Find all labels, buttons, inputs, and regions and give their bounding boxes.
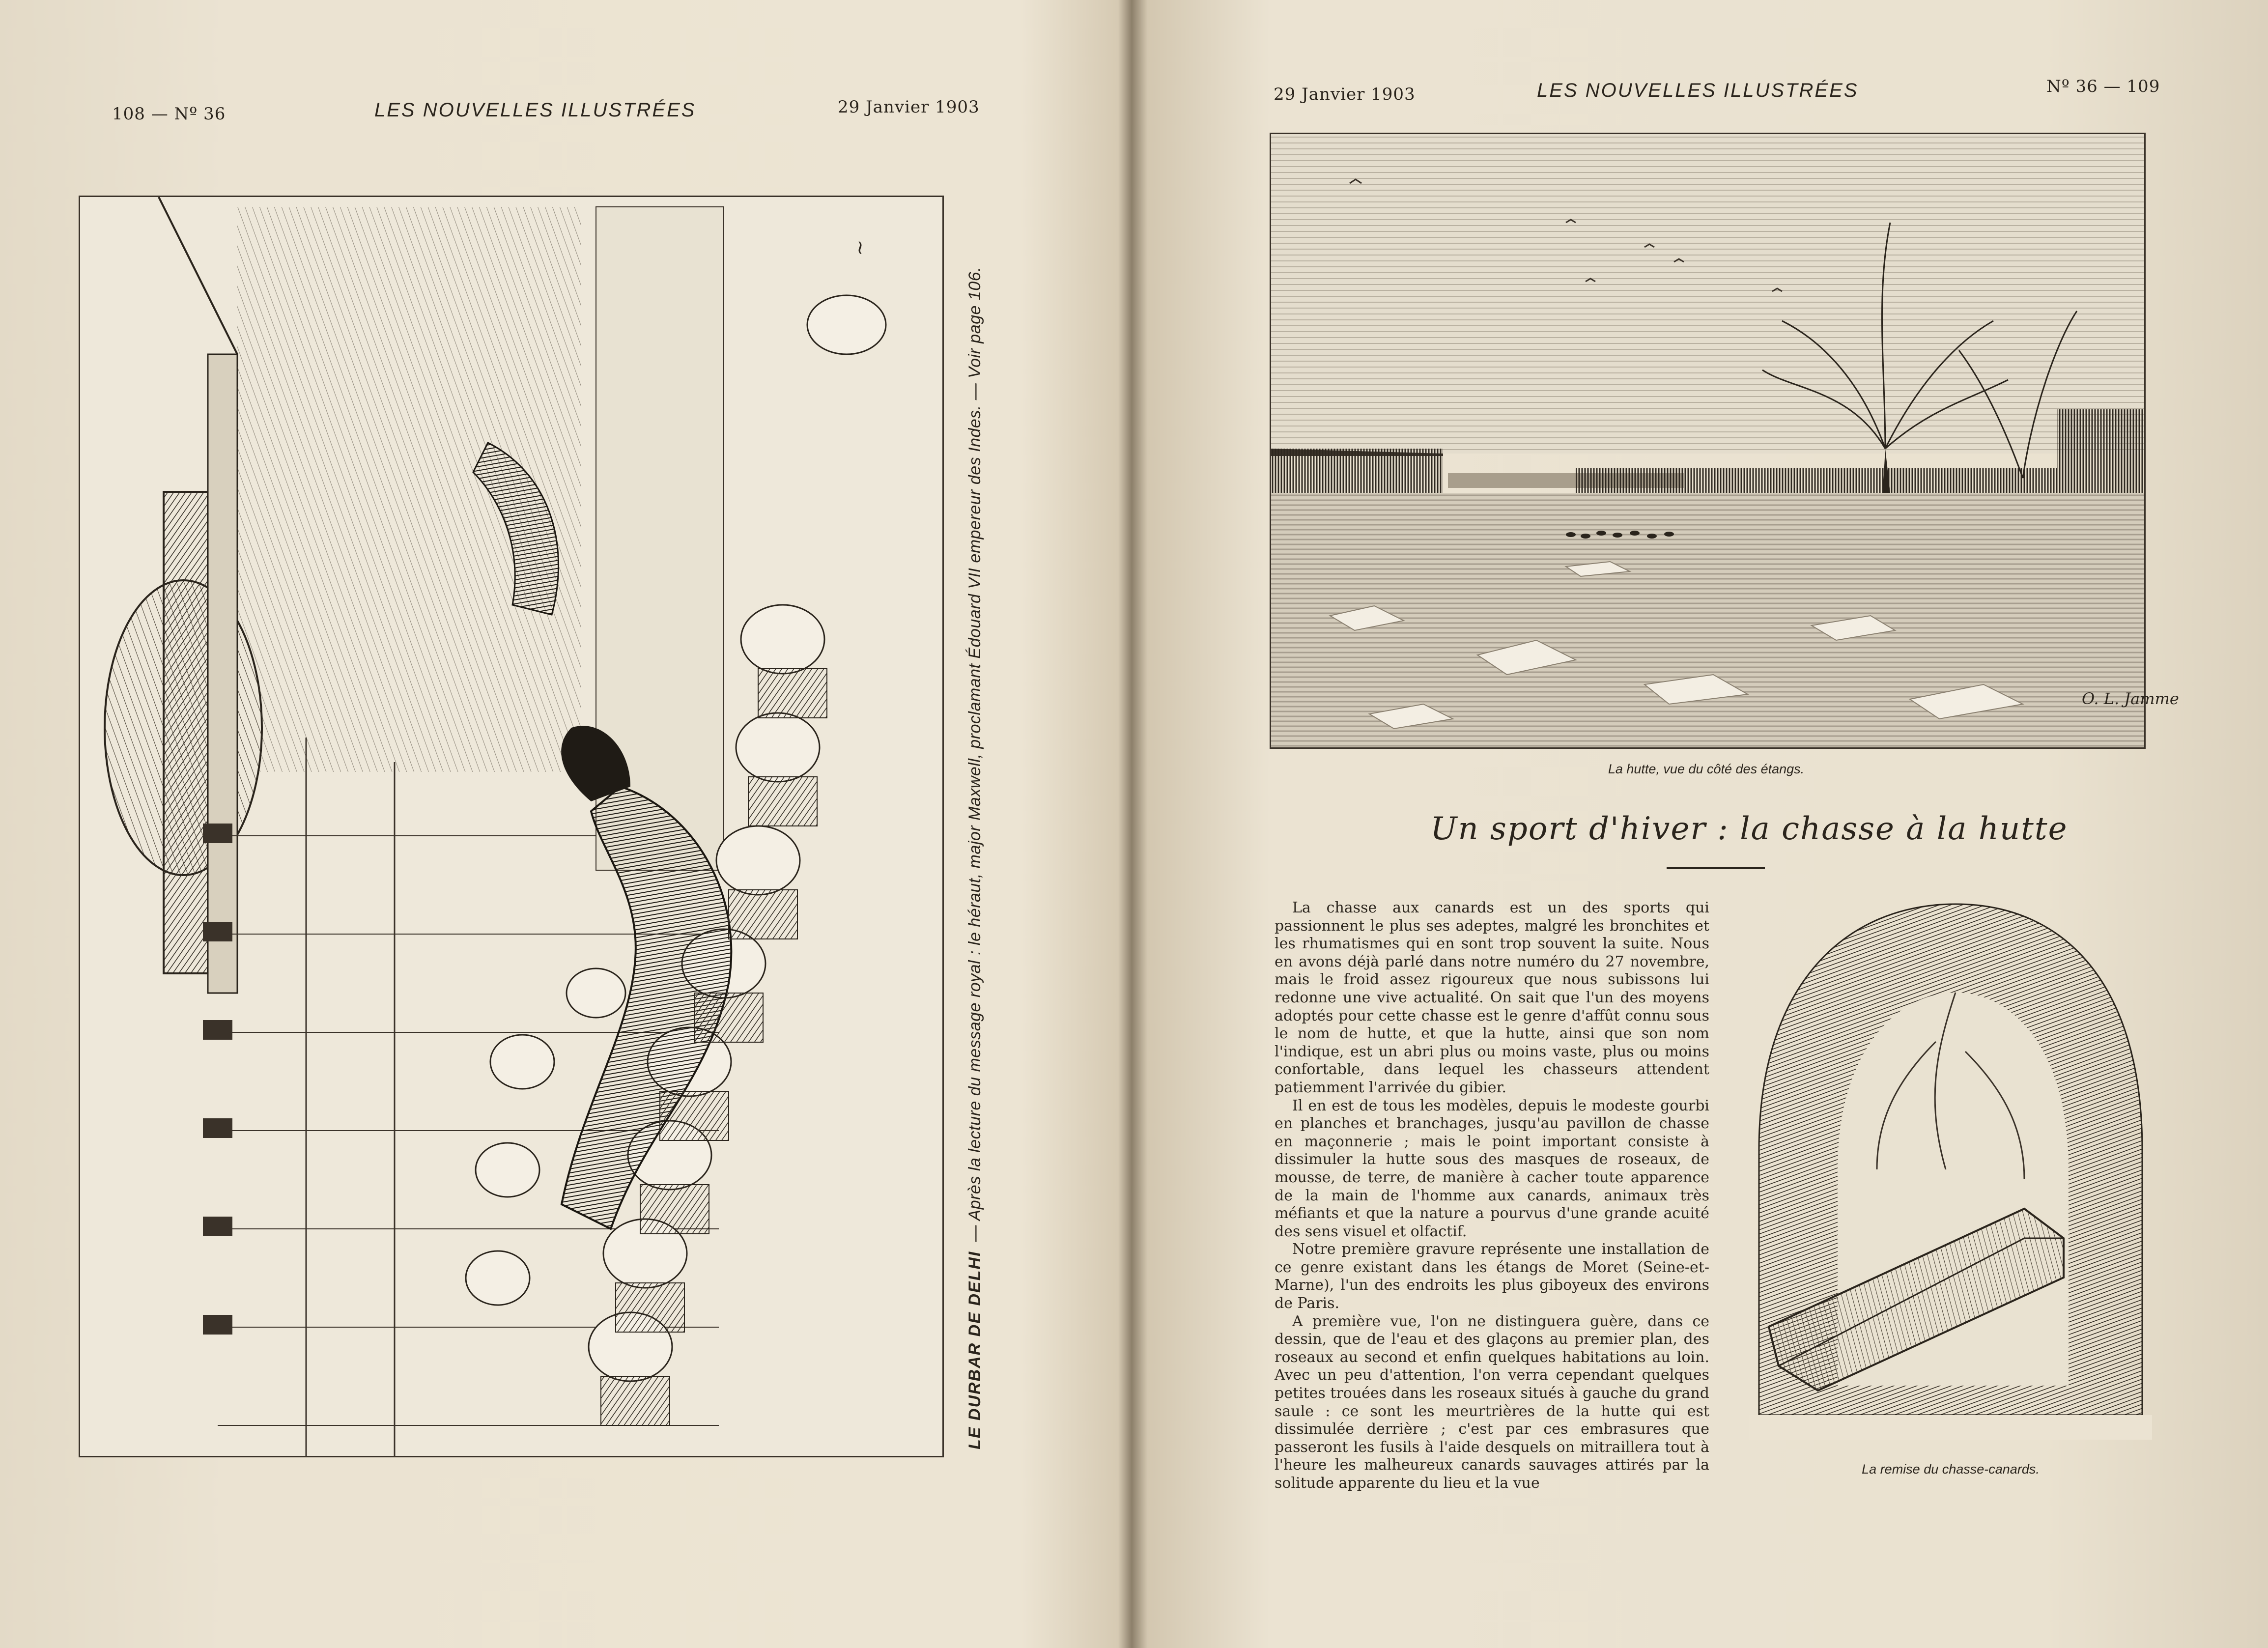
article-paragraph: Il en est de tous les modèles, depuis le modeste gourbi en planches et branchages, jusqu'au pavillon de chasse en maçonnerie ; mais le point important consiste à dissimuler la hutte sous des masques de roseaux, de mousse, de terre, de manière à cacher toute apparence de la main de l'homme aux canards, animaux très méfiants et que la nature a pourvus d'une grande acuité des sens visuel et olfactif. xyxy=(1275,1097,1709,1240)
right-publication-title: LES NOUVELLES ILLUSTRÉES xyxy=(1537,80,1859,101)
right-page-number: Nº 36 — 109 xyxy=(2046,77,2160,96)
article-title: Un sport d'hiver : la chasse à la hutte xyxy=(1430,811,2068,847)
article-paragraph: Notre première gravure représente une installation de ce genre existant dans les étangs de Moret (Seine-et-Marne), l'un des endroits les plus giboyeux des environs de Paris. xyxy=(1275,1241,1709,1312)
boat-shelter-caption: La remise du chasse-canards. xyxy=(1862,1462,2040,1477)
article-paragraph: La chasse aux canards est un des sports qui passionnent le plus ses adeptes, malgré les bronchites et les rhumatismes qui en sont trop souvent la suite. Nous en avons déjà parlé dans notre numéro du 27 novembre, mais le froid assez rigoureux que nous subissons lui redonne une vive actualité. On sait que l'un des moyens adoptés pour cette chasse est le genre d'affût connu sous le nom de hutte, et que la hutte, ainsi que son nom l'indique, est un abri plus ou moins vaste, plus ou moins confortable, dans lequel les chasseurs attendent patiemment l'arrivée du gibier. xyxy=(1275,899,1709,1096)
hut-pond-caption: La hutte, vue du côté des étangs. xyxy=(1608,762,1805,776)
durbar-caption-text: — Après la lecture du message royal : le héraut, major Maxwell, proclamant Édouard VII empereur des Indes. — Voir page 106. xyxy=(965,266,984,1242)
durbar-caption xyxy=(965,211,995,1449)
durbar-engraving xyxy=(80,197,942,1456)
left-publication-title: LES NOUVELLES ILLUSTRÉES xyxy=(374,99,696,121)
hut-pond-signature: O. L. Jamme xyxy=(2082,689,2179,708)
right-date: 29 Janvier 1903 xyxy=(1274,85,1416,104)
article-body xyxy=(1275,899,1709,1493)
durbar-artist-signature: ~ xyxy=(849,239,871,256)
durbar-caption-title: LE DURBAR DE DELHI xyxy=(965,1250,984,1449)
left-page-number: 108 — Nº 36 xyxy=(112,104,226,124)
boat-shelter-engraving xyxy=(1749,894,2152,1440)
title-divider xyxy=(1667,867,1765,869)
boat-shelter-illustration xyxy=(1749,894,2152,1440)
hut-pond-engraving xyxy=(1271,134,2179,747)
left-date: 29 Janvier 1903 xyxy=(838,97,980,117)
article-paragraph: A première vue, l'on ne distinguera guère, dans ce dessin, que de l'eau et des glaçons au premier plan, des roseaux au second et enfin quelques habitations au loin. Avec un peu d'attention, l'on verra cependant quelques petites trouées dans les roseaux situés à gauche du grand saule : ce sont les meurtrières de la hutte qui est dissimulée derrière ; c'est par ces embrasures que passeront les fusils à l'aide desquels on mitraillera tout à l'heure les malheureux canards sauvages attirés par la solitude apparente du lieu et la vue xyxy=(1275,1312,1709,1492)
left-page xyxy=(0,0,1125,1648)
hut-pond-illustration xyxy=(1270,133,2179,749)
durbar-illustration xyxy=(79,196,944,1457)
